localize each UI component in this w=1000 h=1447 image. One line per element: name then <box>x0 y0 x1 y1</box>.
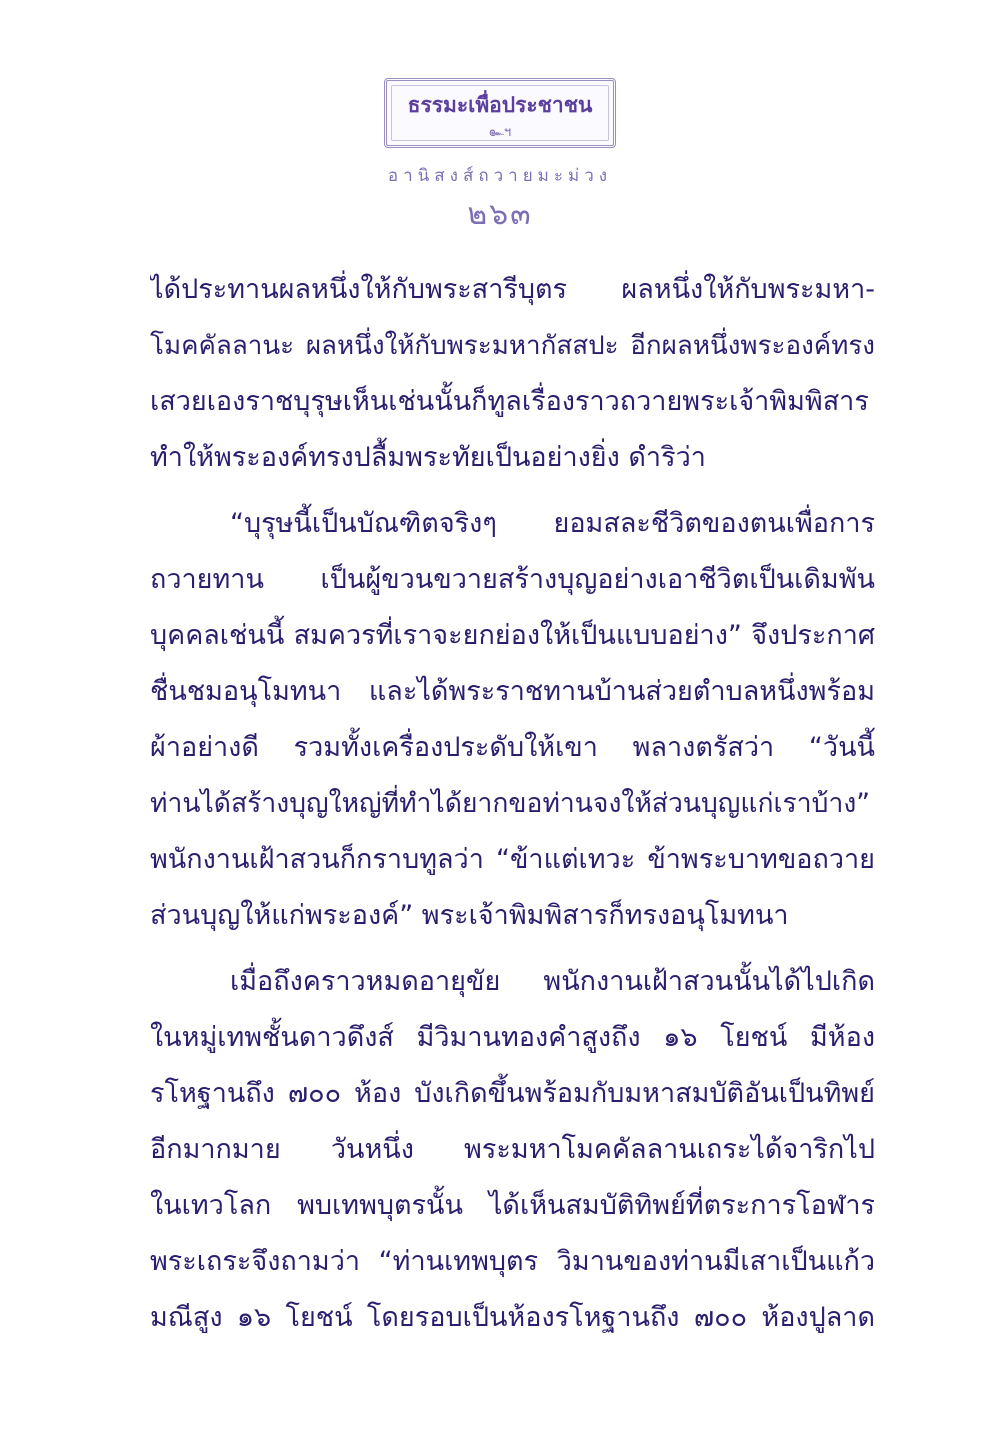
text-line: ทำให้พระองค์ทรงปลื้มพระทัยเป็นอย่างยิ่ง ดำริว่า <box>150 442 706 473</box>
paragraph-3 <box>150 954 875 1346</box>
text-line: ในหมู่เทพชั้นดาวดึงส์ มีวิมานทองคำสูงถึง ๑๖ โยชน์ มีห้อง <box>150 1022 875 1053</box>
book-series-logo <box>384 78 616 148</box>
text-line: ถวายทาน เป็นผู้ขวนขวายสร้างบุญอย่างเอาชีวิตเป็นเดิมพัน <box>150 564 875 595</box>
text-line: มณีสูง ๑๖ โยชน์ โดยรอบเป็นห้องรโหฐานถึง ๗๐๐ ห้องปูลาด <box>150 1302 875 1333</box>
page-header <box>0 78 1000 233</box>
text-line: ได้ประทานผลหนึ่งให้กับพระสารีบุตร ผลหนึ่งให้กับพระมหา- <box>150 274 875 305</box>
text-line: พนักงานเฝ้าสวนก็กราบทูลว่า “ข้าแต่เทวะ ข้าพระบาทขอถวาย <box>150 844 875 875</box>
paragraph-2 <box>150 496 875 944</box>
page-number: ๒๖๓ <box>467 197 533 232</box>
text-line: โมคคัลลานะ ผลหนึ่งให้กับพระมหากัสสปะ อีกผลหนึ่งพระองค์ทรง <box>150 331 875 361</box>
paragraph-gap <box>150 486 875 496</box>
text-line: ชื่นชมอนุโมทนา และได้พระราชทานบ้านส่วยตำบลหนึ่งพร้อม <box>150 676 875 707</box>
text-line: ท่านได้สร้างบุญใหญ่ที่ทำได้ยากขอท่านจงให้ส่วนบุญแก่เราบ้าง” <box>150 788 871 819</box>
text-line: ในเทวโลก พบเทพบุตรนั้น ได้เห็นสมบัติทิพย์ที่ตระการโอฬาร <box>150 1190 875 1221</box>
text-line: เมื่อถึงคราวหมดอายุขัย พนักงานเฝ้าสวนนั้นได้ไปเกิด <box>230 966 875 997</box>
text-line: ส่วนบุญให้แก่พระองค์” พระเจ้าพิมพิสารก็ทรงอนุโมทนา <box>150 900 789 931</box>
logo-title: ธรรมะเพื่อประชาชน <box>407 92 593 117</box>
text-line: บุคคลเช่นนี้ สมควรที่เราจะยกย่องให้เป็นแบบอย่าง” จึงประกาศ <box>150 620 875 651</box>
text-line: รโหฐานถึง ๗๐๐ ห้อง บังเกิดขึ้นพร้อมกับมหาสมบัติอันเป็นทิพย์ <box>150 1078 875 1109</box>
text-line: อีกมากมาย วันหนึ่ง พระมหาโมคคัลลานเถระได้จาริกไป <box>150 1134 875 1165</box>
paragraph-gap <box>150 944 875 954</box>
text-line: “บุรุษนี้เป็นบัณฑิตจริงๆ ยอมสละชีวิตของตนเพื่อการ <box>230 508 875 539</box>
text-line: ผ้าอย่างดี รวมทั้งเครื่องประดับให้เขา พลางตรัสว่า “วันนี้ <box>150 732 875 763</box>
text-line: เสวยเองราชบุรุษเห็นเช่นนั้นก็ทูลเรื่องราวถวายพระเจ้าพิมพิสาร <box>150 386 869 417</box>
logo-ornament: ๛ฯ <box>488 125 512 140</box>
text-line: พระเถระจึงถามว่า “ท่านเทพบุตร วิมานของท่านมีเสาเป็นแก้ว <box>150 1246 875 1277</box>
body-text <box>150 262 875 1346</box>
running-title: อานิสงส์ถวายมะม่วง <box>387 166 613 186</box>
paragraph-1 <box>150 262 875 486</box>
